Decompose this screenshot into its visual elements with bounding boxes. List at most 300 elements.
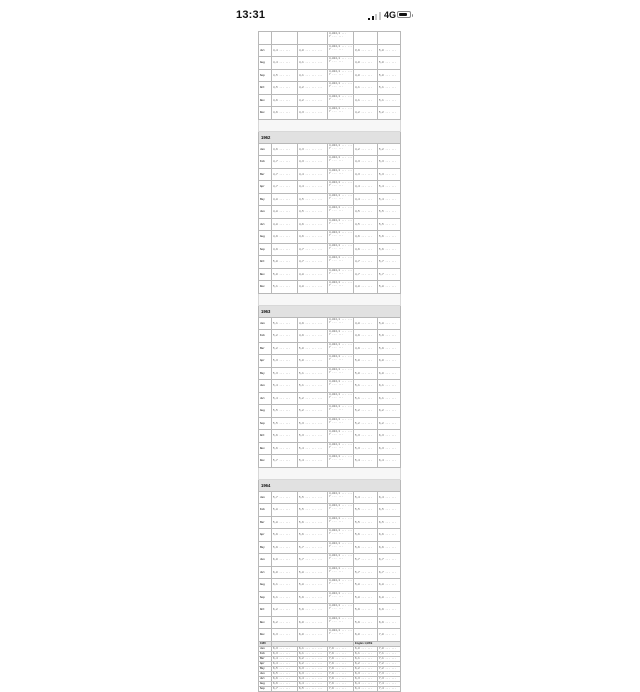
value-cell: [272, 256, 298, 269]
value-text: 4,814,1 ... ...: [329, 243, 353, 247]
table-row: [259, 442, 401, 455]
value-cell: [298, 206, 328, 219]
value-text: 4,3 ... ... ...: [299, 147, 323, 151]
value-text: 5,7 ... ...: [355, 558, 373, 562]
value-cell: [298, 256, 328, 269]
value-cell: [328, 44, 354, 57]
value-cell: [354, 504, 378, 517]
value-cell: [354, 616, 378, 629]
value-cell: 7,9 ... ...: [328, 656, 354, 661]
value-cell: [272, 417, 298, 430]
value-cell: [378, 504, 401, 517]
month-label: May: [260, 371, 265, 375]
table-row: [259, 32, 401, 45]
value-text: 5,9 ... ...: [273, 545, 291, 549]
value-text: 6,8 ... ...: [379, 583, 397, 587]
value-cell: [378, 554, 401, 567]
month-cell: [259, 430, 272, 443]
value-cell: 6,4 ... ...: [354, 681, 378, 686]
value-subline: 7 ... ...: [329, 159, 344, 162]
value-cell: [354, 367, 378, 380]
value-cell: [272, 591, 298, 604]
value-cell: [354, 529, 378, 542]
value-text: 4,814,1 ... ...: [329, 107, 353, 110]
table-row: [259, 82, 401, 95]
month-label: Oct: [260, 608, 265, 612]
month-cell: Sep: [259, 686, 272, 691]
value-text: 4,3 ... ...: [355, 160, 373, 164]
value-text: 4,1 ... ...: [355, 98, 373, 102]
month-label: Dec: [260, 285, 265, 289]
value-cell: [378, 317, 401, 330]
value-text: 5,4 ... ... ...: [299, 446, 323, 450]
value-cell: [378, 405, 401, 418]
value-text: 5,6 ... ...: [355, 545, 373, 549]
value-text: 4,7 ... ... ...: [299, 247, 323, 251]
value-text: 4,5 ... ...: [273, 86, 291, 90]
value-text: 5,3 ... ... ...: [299, 434, 323, 438]
value-text: 6,0 ... ...: [379, 359, 397, 363]
value-cell: [298, 281, 328, 294]
value-cell: [354, 430, 378, 443]
value-cell: [272, 94, 298, 107]
value-text: 4,814,1 ... ...: [329, 604, 353, 607]
value-text: 5,4 ... ...: [355, 495, 373, 499]
value-cell: 6,1 ... ...: [354, 651, 378, 656]
value-subline: 7 ... ...: [329, 171, 344, 175]
value-subline: 7 ... ...: [329, 569, 344, 573]
value-cell: [328, 367, 354, 380]
status-bar: [0, 0, 640, 30]
section-spacer: [259, 467, 401, 479]
value-cell: [328, 405, 354, 418]
month-cell: Mar: [259, 656, 272, 661]
value-text: 5,3 ... ...: [355, 434, 373, 438]
value-cell: [328, 281, 354, 294]
value-cell: [328, 168, 354, 181]
month-label: Aug: [260, 61, 265, 65]
value-cell: [328, 268, 354, 281]
value-text: 4,814,1 ... ...: [329, 94, 353, 98]
value-cell: [272, 281, 298, 294]
month-label: Jun: [260, 384, 265, 388]
signal-bar: [368, 18, 370, 20]
signal-bar: [379, 12, 381, 20]
value-cell: [328, 330, 354, 343]
month-label: Feb: [260, 334, 265, 338]
value-cell: [354, 591, 378, 604]
value-cell: [328, 355, 354, 368]
value-cell: [272, 541, 298, 554]
value-cell: [272, 516, 298, 529]
value-cell: [328, 455, 354, 468]
value-cell: [378, 579, 401, 592]
value-text: 4,6 ... ... ...: [299, 222, 323, 226]
month-cell: [259, 281, 272, 294]
month-cell: [259, 181, 272, 194]
month-cell: [259, 529, 272, 542]
month-label: Aug: [260, 409, 265, 413]
value-cell: [378, 193, 401, 206]
value-cell: [328, 256, 354, 269]
table-row: [259, 430, 401, 443]
value-text: 4,7 ... ...: [355, 272, 373, 276]
value-subline: 7 ... ...: [329, 544, 344, 548]
value-text: 4,814,1 ... ...: [329, 156, 353, 159]
value-cell: [354, 143, 378, 156]
month-label: Mar: [260, 172, 265, 176]
value-text: 5,7 ... ...: [379, 272, 397, 276]
value-cell: [272, 554, 298, 567]
value-cell: [378, 392, 401, 405]
value-cell: [272, 268, 298, 281]
value-cell: [272, 82, 298, 95]
value-cell: [354, 541, 378, 554]
value-text: 5,6 ... ...: [355, 533, 373, 537]
value-text: 4,814,1 ... ...: [329, 317, 353, 321]
value-subline: 7 ... ...: [329, 110, 344, 113]
month-label: Jun: [260, 210, 265, 214]
value-cell: [378, 94, 401, 107]
document-view[interactable]: [258, 31, 397, 690]
value-cell: [328, 57, 354, 70]
value-text: 6,5 ... ...: [379, 520, 397, 524]
value-text: 4,4 ... ...: [355, 185, 373, 189]
year-heading: 1962: [259, 131, 401, 143]
value-text: 4,6 ... ... ...: [299, 235, 323, 239]
value-text: 5,8 ... ...: [379, 285, 397, 289]
value-cell: 7,9 ... ...: [328, 661, 354, 666]
value-subline: 7 ... ...: [329, 532, 344, 535]
value-text: 4,814,1 ... ...: [329, 504, 353, 507]
month-cell: [259, 591, 272, 604]
value-cell: 6,5 ... ... ...: [298, 686, 328, 691]
value-text: 4,9 ... ...: [273, 247, 291, 251]
value-cell: 7,9 ... ...: [328, 666, 354, 671]
value-cell: [328, 317, 354, 330]
value-cell: [298, 566, 328, 579]
value-text: 4,814,1 ... ...: [329, 430, 353, 433]
month-cell: [259, 218, 272, 231]
value-text: 6,0 ... ...: [355, 633, 373, 637]
value-text: 5,7 ... ...: [273, 495, 291, 499]
table-row: [259, 69, 401, 82]
value-text: 4,814,1 ... ...: [329, 355, 353, 358]
value-cell: [272, 168, 298, 181]
month-cell: [259, 206, 272, 219]
value-cell: [298, 629, 328, 642]
value-text: 5,0 ... ...: [379, 61, 397, 65]
month-cell: [259, 156, 272, 169]
month-cell: [259, 82, 272, 95]
value-text: 5,0 ... ... ...: [299, 359, 323, 363]
month-label: Apr: [260, 359, 265, 363]
month-cell: [259, 268, 272, 281]
value-cell: [328, 107, 354, 120]
month-label: Dec: [260, 111, 265, 115]
value-text: 4,814,1 ... ...: [329, 529, 353, 532]
value-cell: [328, 491, 354, 504]
signal-bar: [372, 16, 374, 20]
value-text: 4,2 ... ... ...: [299, 86, 323, 90]
value-cell: [378, 32, 401, 45]
value-cell: 6,3 ... ...: [354, 676, 378, 681]
value-cell: 6,2 ... ...: [354, 666, 378, 671]
value-cell: [272, 405, 298, 418]
value-cell: [298, 94, 328, 107]
value-text: 6,2 ... ...: [273, 608, 291, 612]
value-text: 5,8 ... ... ...: [299, 583, 323, 587]
value-subline: 7 ... ...: [329, 271, 344, 275]
value-text: 5,9 ... ...: [379, 334, 397, 338]
value-text: 6,6 ... ...: [379, 533, 397, 537]
value-cell: [328, 181, 354, 194]
value-text: 6,0 ... ...: [379, 371, 397, 375]
value-text: 4,6 ... ...: [355, 247, 373, 251]
value-cell: 7,3 ... ...: [378, 676, 401, 681]
value-cell: [354, 566, 378, 579]
value-text: 4,814,1 ...: [329, 32, 347, 35]
value-text: 6,1 ... ...: [379, 396, 397, 400]
value-subline: 7 ... ...: [329, 519, 344, 523]
value-cell: [298, 156, 328, 169]
value-text: 5,5 ... ...: [355, 520, 373, 524]
value-cell: [298, 516, 328, 529]
value-cell: [298, 392, 328, 405]
value-text: 5,4 ... ...: [379, 185, 397, 189]
value-cell: 7,3 ... ...: [378, 671, 401, 676]
value-cell: [298, 32, 328, 45]
value-cell: [298, 342, 328, 355]
month-label: Aug: [260, 235, 265, 239]
month-cell: [259, 94, 272, 107]
value-cell: [272, 330, 298, 343]
value-cell: 6,1 ... ... ...: [298, 646, 328, 651]
table-row: [259, 156, 401, 169]
value-cell: [354, 218, 378, 231]
value-cell: [298, 107, 328, 120]
value-text: 4,814,1 ... ...: [329, 367, 353, 371]
value-text: 5,0 ... ...: [273, 260, 291, 264]
value-text: 4,5 ... ... ...: [299, 197, 323, 201]
value-cell: [354, 181, 378, 194]
value-cell: 6,4 ... ...: [354, 686, 378, 691]
value-cell: [298, 317, 328, 330]
value-subline: 7 ... ...: [329, 333, 344, 336]
month-cell: [259, 392, 272, 405]
value-text: 5,8 ... ...: [379, 321, 397, 325]
value-text: 4,4 ... ...: [273, 48, 291, 52]
value-text: 3,9 ... ...: [355, 48, 373, 52]
value-text: 4,5 ... ...: [273, 73, 291, 77]
month-label: Jan: [260, 147, 265, 151]
value-text: 6,9 ... ...: [379, 608, 397, 612]
value-text: 5,5 ... ... ...: [299, 508, 323, 512]
value-cell: [298, 504, 328, 517]
value-cell: 6,6 ... ...: [272, 681, 298, 686]
value-cell: [354, 57, 378, 70]
value-text: 4,814,1 ... ...: [329, 57, 353, 60]
value-text: 4,814,1 ... ...: [329, 541, 353, 545]
month-cell: [259, 243, 272, 256]
value-cell: [378, 69, 401, 82]
value-subline: 7 ... ...: [329, 582, 344, 585]
table-row: [259, 44, 401, 57]
value-cell: [354, 491, 378, 504]
value-cell: [298, 455, 328, 468]
value-cell: [378, 107, 401, 120]
value-subline: 7 ... ...: [329, 221, 344, 225]
table-row: [259, 554, 401, 567]
month-label: Jul: [260, 222, 265, 226]
value-cell: [378, 143, 401, 156]
value-subline: 7 ... ...: [329, 72, 344, 76]
value-cell: [354, 405, 378, 418]
value-subline: 7 ... ...: [329, 507, 344, 510]
month-label: Oct: [260, 86, 265, 90]
month-cell: [259, 380, 272, 393]
value-text: 4,814,1 ... ...: [329, 380, 353, 383]
table-row: [259, 629, 401, 642]
value-cell: 7,9 ... ...: [328, 646, 354, 651]
value-cell: 6,7 ... ...: [272, 686, 298, 691]
value-cell: [272, 342, 298, 355]
value-text: 6,4 ... ...: [379, 495, 397, 499]
value-text: 4,814,1 ... ...: [329, 69, 353, 73]
value-text: 5,2 ... ...: [355, 421, 373, 425]
value-text: 5,1 ... ...: [273, 285, 291, 289]
value-text: 4,6 ... ...: [273, 147, 291, 151]
value-text: 5,3 ... ...: [379, 160, 397, 164]
month-cell: [259, 629, 272, 642]
value-cell: [272, 218, 298, 231]
value-cell: [298, 193, 328, 206]
value-text: 5,5 ... ...: [273, 421, 291, 425]
value-text: 5,3 ... ...: [379, 172, 397, 176]
value-cell: [272, 355, 298, 368]
value-cell: [354, 281, 378, 294]
value-cell: [298, 268, 328, 281]
value-text: 5,7 ... ... ...: [299, 558, 323, 562]
value-text: 4,7 ... ... ...: [299, 260, 323, 264]
value-cell: [354, 317, 378, 330]
value-subline: 7 ... ...: [329, 383, 344, 386]
value-text: 4,1 ... ... ...: [299, 73, 323, 77]
value-text: 5,0 ... ...: [273, 272, 291, 276]
value-text: 5,1 ... ...: [379, 98, 397, 102]
month-cell: [259, 417, 272, 430]
value-text: 4,8 ... ...: [273, 222, 291, 226]
value-cell: [354, 604, 378, 617]
value-text: 4,5 ... ...: [355, 210, 373, 214]
rates-table: [258, 31, 401, 692]
table-row: [259, 330, 401, 343]
table-row: [259, 218, 401, 231]
value-text: 4,814,1 ... ...: [329, 591, 353, 595]
table-row: [259, 206, 401, 219]
value-text: 5,5 ... ...: [379, 210, 397, 214]
value-text: 5,4 ... ...: [379, 197, 397, 201]
table-row: [259, 591, 401, 604]
value-cell: [272, 579, 298, 592]
value-cell: [354, 107, 378, 120]
value-subline: 7 ... ...: [329, 47, 344, 51]
section-spacer: [259, 293, 401, 305]
table-row: [259, 355, 401, 368]
battery-level-fill: [399, 13, 407, 16]
value-subline: 7 ... ...: [329, 632, 344, 635]
value-text: 5,8 ... ...: [273, 520, 291, 524]
value-text: 4,814,1 ... ...: [329, 330, 353, 333]
value-cell: [298, 442, 328, 455]
value-cell: [354, 355, 378, 368]
month-cell: [259, 355, 272, 368]
month-cell: Jan: [259, 646, 272, 651]
table-row: [259, 566, 401, 579]
value-cell: 6,2 ... ... ...: [298, 656, 328, 661]
value-text: 5,6 ... ...: [273, 434, 291, 438]
value-text: 4,814,1 ... ...: [329, 616, 353, 620]
value-cell: [272, 367, 298, 380]
value-text: 4,814,1 ... ...: [329, 554, 353, 557]
month-label: Sep: [260, 73, 265, 77]
value-text: 4,814,1 ... ...: [329, 579, 353, 582]
value-subline: 7 ... ...: [329, 85, 344, 88]
table-row: [259, 317, 401, 330]
month-cell: [259, 604, 272, 617]
value-cell: [354, 168, 378, 181]
value-text: 5,5 ... ...: [273, 409, 291, 413]
value-cell: [272, 317, 298, 330]
value-text: 4,2 ... ...: [355, 147, 373, 151]
month-label: Sep: [260, 421, 265, 425]
value-cell: [378, 566, 401, 579]
value-cell: [298, 491, 328, 504]
value-text: 4,814,1 ... ...: [329, 491, 353, 495]
value-cell: [298, 330, 328, 343]
value-cell: [272, 57, 298, 70]
value-text: 5,9 ... ...: [379, 346, 397, 350]
value-text: 5,6 ... ... ...: [299, 533, 323, 537]
value-cell: [378, 516, 401, 529]
month-cell: [259, 107, 272, 120]
value-text: 6,0 ... ... ...: [299, 633, 323, 637]
month-cell: [259, 405, 272, 418]
value-cell: [378, 168, 401, 181]
value-subline: 7 ... ...: [329, 594, 344, 598]
value-text: 4,5 ... ...: [355, 222, 373, 226]
value-cell: [378, 417, 401, 430]
value-text: 4,0 ... ... ...: [299, 48, 323, 52]
value-cell: [378, 541, 401, 554]
value-text: 6,1 ... ...: [273, 595, 291, 599]
value-text: 4,814,1 ... ...: [329, 193, 353, 197]
value-text: 4,4 ... ... ...: [299, 172, 323, 176]
value-text: 5,7 ... ... ...: [299, 545, 323, 549]
value-cell: 7,9 ... ...: [328, 651, 354, 656]
value-subline: 7 ... ...: [329, 395, 344, 399]
value-cell: [272, 604, 298, 617]
value-subline: 7 ... ...: [329, 35, 344, 38]
value-cell: [378, 616, 401, 629]
value-text: 4,814,1 ... ...: [329, 256, 353, 259]
table-row: [259, 143, 401, 156]
month-label: Nov: [260, 446, 265, 450]
table-row: [259, 616, 401, 629]
value-cell: 6,5 ... ...: [272, 666, 298, 671]
value-text: 4,6 ... ...: [273, 98, 291, 102]
value-text: 4,1 ... ...: [355, 86, 373, 90]
